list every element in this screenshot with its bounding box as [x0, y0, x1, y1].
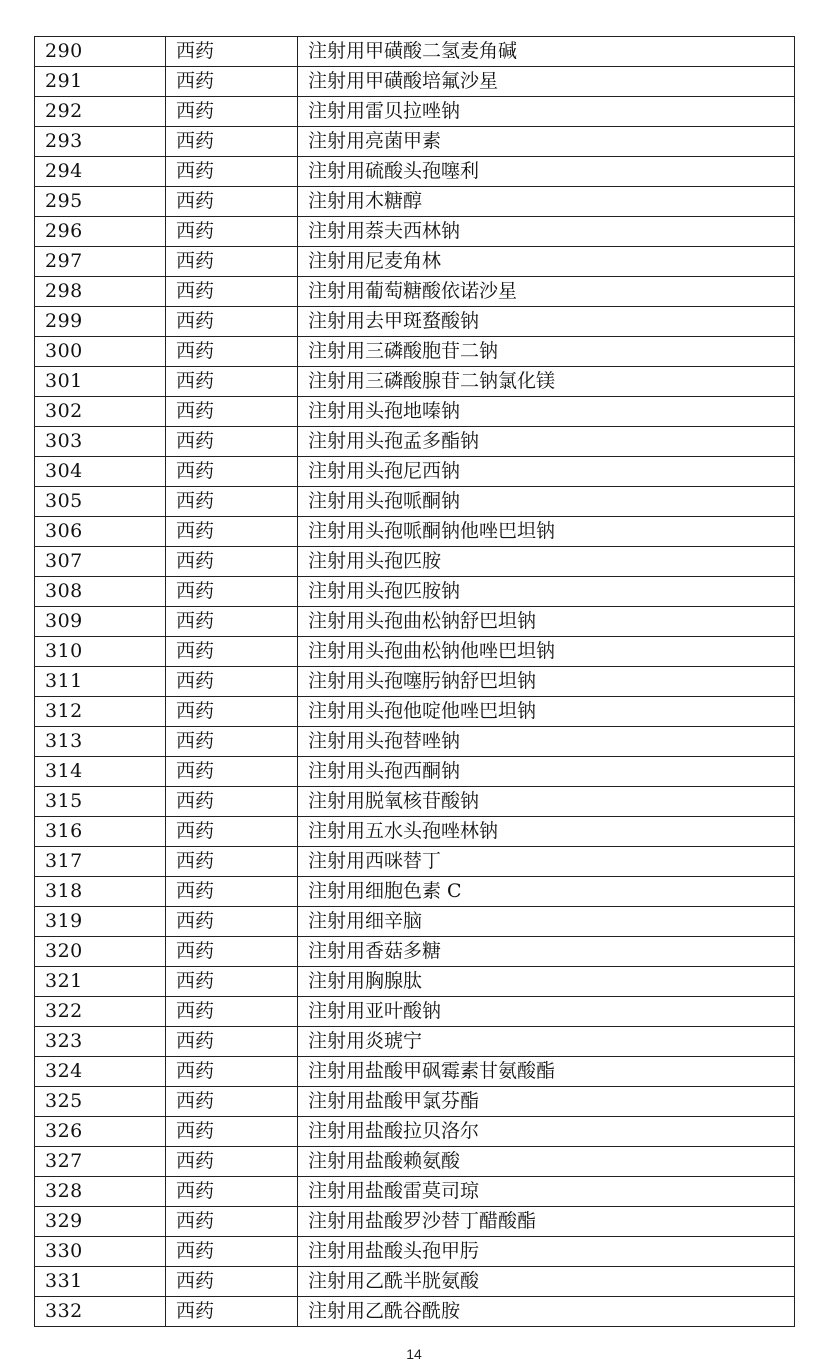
row-drug-name: 注射用头孢匹胺钠	[298, 577, 795, 607]
row-number: 329	[35, 1207, 166, 1237]
row-drug-name: 注射用三磷酸腺苷二钠氯化镁	[298, 367, 795, 397]
row-number: 321	[35, 967, 166, 997]
row-drug-name: 注射用头孢地嗪钠	[298, 397, 795, 427]
table-row	[35, 367, 795, 397]
row-category: 西药	[166, 337, 298, 367]
row-drug-name: 注射用头孢曲松钠他唑巴坦钠	[298, 637, 795, 667]
row-drug-name: 注射用甲磺酸二氢麦角碱	[298, 37, 795, 67]
row-number: 294	[35, 157, 166, 187]
row-drug-name: 注射用盐酸头孢甲肟	[298, 1237, 795, 1267]
row-drug-name: 注射用头孢噻肟钠舒巴坦钠	[298, 667, 795, 697]
row-number: 331	[35, 1267, 166, 1297]
row-category: 西药	[166, 397, 298, 427]
row-drug-name: 注射用盐酸甲砜霉素甘氨酸酯	[298, 1057, 795, 1087]
row-number: 325	[35, 1087, 166, 1117]
row-drug-name: 注射用头孢孟多酯钠	[298, 427, 795, 457]
row-drug-name: 注射用乙酰谷酰胺	[298, 1297, 795, 1327]
row-category: 西药	[166, 817, 298, 847]
row-category: 西药	[166, 547, 298, 577]
row-drug-name: 注射用细辛脑	[298, 907, 795, 937]
row-category: 西药	[166, 1267, 298, 1297]
table-row	[35, 187, 795, 217]
row-category: 西药	[166, 457, 298, 487]
row-category: 西药	[166, 67, 298, 97]
row-category: 西药	[166, 277, 298, 307]
table-row	[35, 427, 795, 457]
table-row	[35, 67, 795, 97]
row-number: 332	[35, 1297, 166, 1327]
table-row	[35, 1027, 795, 1057]
row-number: 306	[35, 517, 166, 547]
row-drug-name: 注射用头孢尼西钠	[298, 457, 795, 487]
drug-list-table	[34, 36, 795, 1327]
row-number: 314	[35, 757, 166, 787]
row-category: 西药	[166, 1297, 298, 1327]
table-row	[35, 1237, 795, 1267]
row-number: 301	[35, 367, 166, 397]
row-category: 西药	[166, 607, 298, 637]
row-category: 西药	[166, 1237, 298, 1267]
row-number: 298	[35, 277, 166, 307]
row-number: 292	[35, 97, 166, 127]
row-category: 西药	[166, 757, 298, 787]
table-row	[35, 637, 795, 667]
table-row	[35, 1207, 795, 1237]
row-number: 318	[35, 877, 166, 907]
row-category: 西药	[166, 517, 298, 547]
table-row	[35, 817, 795, 847]
table-row	[35, 217, 795, 247]
row-drug-name: 注射用香菇多糖	[298, 937, 795, 967]
table-row	[35, 397, 795, 427]
page-number: 14	[406, 1346, 422, 1362]
row-category: 西药	[166, 247, 298, 277]
row-drug-name: 注射用木糖醇	[298, 187, 795, 217]
row-drug-name: 注射用头孢替唑钠	[298, 727, 795, 757]
row-number: 297	[35, 247, 166, 277]
row-drug-name: 注射用亮菌甲素	[298, 127, 795, 157]
table-row	[35, 1147, 795, 1177]
row-category: 西药	[166, 1027, 298, 1057]
table-row	[35, 937, 795, 967]
table-body	[35, 37, 795, 1327]
row-number: 319	[35, 907, 166, 937]
table-row	[35, 97, 795, 127]
row-drug-name: 注射用尼麦角林	[298, 247, 795, 277]
row-number: 330	[35, 1237, 166, 1267]
row-category: 西药	[166, 667, 298, 697]
row-number: 300	[35, 337, 166, 367]
row-number: 327	[35, 1147, 166, 1177]
row-number: 322	[35, 997, 166, 1027]
row-category: 西药	[166, 1087, 298, 1117]
table-row	[35, 997, 795, 1027]
row-drug-name: 注射用头孢哌酮钠他唑巴坦钠	[298, 517, 795, 547]
table-row	[35, 907, 795, 937]
row-category: 西药	[166, 577, 298, 607]
table-row	[35, 1267, 795, 1297]
row-drug-name: 注射用头孢匹胺	[298, 547, 795, 577]
row-category: 西药	[166, 187, 298, 217]
table-row	[35, 487, 795, 517]
row-drug-name: 注射用头孢曲松钠舒巴坦钠	[298, 607, 795, 637]
table-row	[35, 247, 795, 277]
row-drug-name: 注射用盐酸甲氯芬酯	[298, 1087, 795, 1117]
row-drug-name: 注射用炎琥宁	[298, 1027, 795, 1057]
row-number: 315	[35, 787, 166, 817]
row-category: 西药	[166, 1117, 298, 1147]
row-category: 西药	[166, 877, 298, 907]
row-category: 西药	[166, 157, 298, 187]
table-row	[35, 607, 795, 637]
row-drug-name: 注射用盐酸雷莫司琼	[298, 1177, 795, 1207]
table-row	[35, 667, 795, 697]
row-drug-name: 注射用去甲斑蝥酸钠	[298, 307, 795, 337]
row-drug-name: 注射用盐酸赖氨酸	[298, 1147, 795, 1177]
table-row	[35, 307, 795, 337]
row-drug-name: 注射用乙酰半胱氨酸	[298, 1267, 795, 1297]
row-drug-name: 注射用三磷酸胞苷二钠	[298, 337, 795, 367]
row-drug-name: 注射用亚叶酸钠	[298, 997, 795, 1027]
row-drug-name: 注射用雷贝拉唑钠	[298, 97, 795, 127]
row-number: 326	[35, 1117, 166, 1147]
table-row	[35, 577, 795, 607]
table-row	[35, 457, 795, 487]
row-number: 311	[35, 667, 166, 697]
row-drug-name: 注射用萘夫西林钠	[298, 217, 795, 247]
row-number: 290	[35, 37, 166, 67]
table-row	[35, 757, 795, 787]
table-row	[35, 787, 795, 817]
row-number: 320	[35, 937, 166, 967]
row-drug-name: 注射用胸腺肽	[298, 967, 795, 997]
table-row	[35, 37, 795, 67]
row-category: 西药	[166, 1177, 298, 1207]
row-drug-name: 注射用头孢他啶他唑巴坦钠	[298, 697, 795, 727]
row-category: 西药	[166, 637, 298, 667]
row-category: 西药	[166, 127, 298, 157]
row-number: 310	[35, 637, 166, 667]
row-category: 西药	[166, 487, 298, 517]
table-row	[35, 277, 795, 307]
row-category: 西药	[166, 937, 298, 967]
row-number: 324	[35, 1057, 166, 1087]
row-drug-name: 注射用脱氧核苷酸钠	[298, 787, 795, 817]
row-drug-name: 注射用盐酸拉贝洛尔	[298, 1117, 795, 1147]
row-category: 西药	[166, 727, 298, 757]
row-category: 西药	[166, 967, 298, 997]
row-category: 西药	[166, 847, 298, 877]
row-category: 西药	[166, 307, 298, 337]
row-drug-name: 注射用硫酸头孢噻利	[298, 157, 795, 187]
row-number: 295	[35, 187, 166, 217]
row-drug-name: 注射用细胞色素 C	[298, 877, 795, 907]
row-number: 313	[35, 727, 166, 757]
row-category: 西药	[166, 907, 298, 937]
table-row	[35, 337, 795, 367]
row-number: 304	[35, 457, 166, 487]
row-number: 308	[35, 577, 166, 607]
table-row	[35, 1177, 795, 1207]
table-row	[35, 157, 795, 187]
row-category: 西药	[166, 1147, 298, 1177]
row-category: 西药	[166, 997, 298, 1027]
row-drug-name: 注射用甲磺酸培氟沙星	[298, 67, 795, 97]
table-row	[35, 517, 795, 547]
row-number: 291	[35, 67, 166, 97]
row-number: 299	[35, 307, 166, 337]
row-number: 307	[35, 547, 166, 577]
table-row	[35, 847, 795, 877]
row-number: 296	[35, 217, 166, 247]
table-row	[35, 727, 795, 757]
table-row	[35, 1297, 795, 1327]
row-number: 328	[35, 1177, 166, 1207]
row-category: 西药	[166, 427, 298, 457]
row-drug-name: 注射用五水头孢唑林钠	[298, 817, 795, 847]
table-row	[35, 547, 795, 577]
row-category: 西药	[166, 37, 298, 67]
table-row	[35, 967, 795, 997]
row-number: 302	[35, 397, 166, 427]
table-row	[35, 1087, 795, 1117]
row-category: 西药	[166, 217, 298, 247]
table-row	[35, 1117, 795, 1147]
row-number: 316	[35, 817, 166, 847]
row-drug-name: 注射用西咪替丁	[298, 847, 795, 877]
row-category: 西药	[166, 97, 298, 127]
row-category: 西药	[166, 1207, 298, 1237]
row-number: 305	[35, 487, 166, 517]
table-row	[35, 697, 795, 727]
table-row	[35, 1057, 795, 1087]
document-page	[34, 36, 794, 1327]
row-number: 303	[35, 427, 166, 457]
row-number: 293	[35, 127, 166, 157]
row-category: 西药	[166, 367, 298, 397]
row-category: 西药	[166, 1057, 298, 1087]
row-drug-name: 注射用头孢西酮钠	[298, 757, 795, 787]
row-number: 323	[35, 1027, 166, 1057]
row-number: 317	[35, 847, 166, 877]
row-category: 西药	[166, 697, 298, 727]
row-number: 312	[35, 697, 166, 727]
row-drug-name: 注射用头孢哌酮钠	[298, 487, 795, 517]
row-category: 西药	[166, 787, 298, 817]
row-number: 309	[35, 607, 166, 637]
table-row	[35, 127, 795, 157]
row-drug-name: 注射用盐酸罗沙替丁醋酸酯	[298, 1207, 795, 1237]
table-row	[35, 877, 795, 907]
row-drug-name: 注射用葡萄糖酸依诺沙星	[298, 277, 795, 307]
